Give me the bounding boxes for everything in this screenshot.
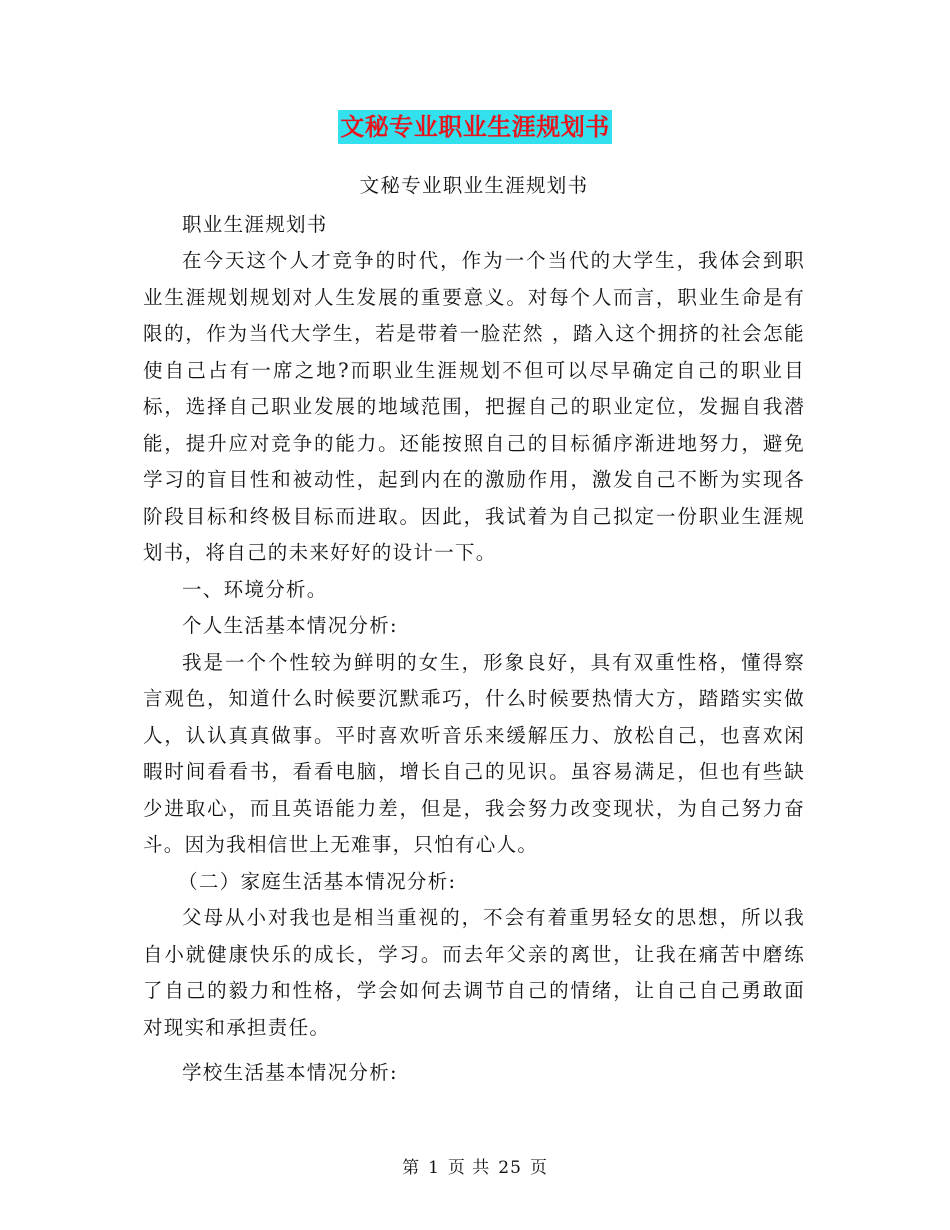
section-heading: 学校生活基本情况分析: <box>182 1061 398 1084</box>
footer-prefix: 第 <box>402 1158 421 1178</box>
section-heading: （二）家庭生活基本情况分析: <box>178 869 457 893</box>
document-body <box>143 168 805 1092</box>
footer-middle: 页 共 <box>447 1158 491 1178</box>
page-footer <box>0 1153 950 1178</box>
paragraph: 职业生涯规划书 <box>182 212 328 236</box>
paragraph: 我是一个个性较为鲜明的女生，形象良好，具有双重性格，懂得察言观色，知道什么时候要沉默乖巧，什么时候要热情大方，踏踏实实做人，认认真真做事。平时喜欢听音乐来缓解压力、放松自己，也喜欢闲暇时间看看书，看看电脑，增长自己的见识。虽容易满足，但也有些缺少进取心，而且英语能力差，但是，我会努力改变现状，为自己努力奋斗。因为我相信世上无难事，只怕有心人。 <box>143 650 805 856</box>
document-title: 文秘专业职业生涯规划书 <box>338 110 612 144</box>
section-heading: 一、环境分析。 <box>182 577 328 601</box>
paragraph: 父母从小对我也是相当重视的，不会有着重男轻女的思想，所以我自小就健康快乐的成长，学习。而去年父亲的离世，让我在痛苦中磨练了自己的毅力和性格，学会如何去调节自己的情绪，让自己自己勇敢面对现实和承担责任。 <box>143 906 805 1039</box>
document-subtitle: 文秘专业职业生涯规划书 <box>359 174 589 197</box>
footer-suffix: 页 <box>529 1158 548 1178</box>
paragraph: 在今天这个人才竞争的时代，作为一个当代的大学生，我体会到职业生涯规划规划对人生发展的重要意义。对每个人而言，职业生命是有限的，作为当代大学生，若是带着一脸茫然 ，踏入这个拥挤的社会怎能使自己占有一席之地?而职业生涯规划不但可以尽早确定自己的职业目标，选择自己职业发展的地域范围，把握自己的职业定位，发掘自我潜能，提升应对竞争的能力。还能按照自己的目标循序渐进地努力，避免学习的盲目性和被动性，起到内在的激励作用，激发自己不断为实现各阶段目标和终极目标而进取。因此，我试着为自己拟定一份职业生涯规划书，将自己的未来好好的设计一下。 <box>143 249 805 564</box>
footer-page-number: 1 <box>428 1158 440 1178</box>
footer-total-pages: 25 <box>498 1158 522 1178</box>
section-heading: 个人生活基本情况分析: <box>182 614 398 637</box>
title-container <box>0 110 950 144</box>
